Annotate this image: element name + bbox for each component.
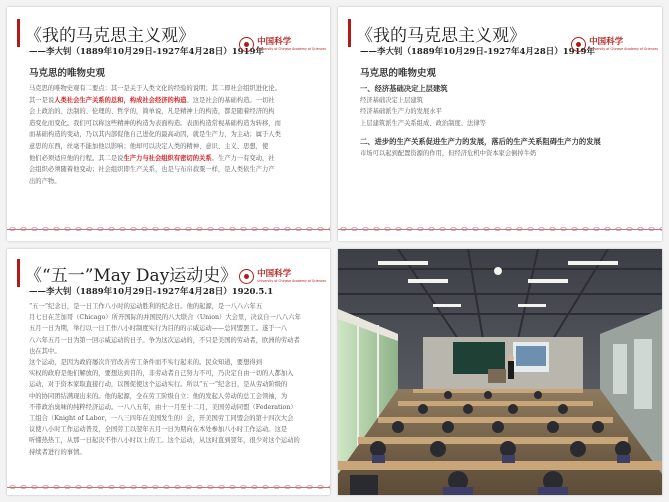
body-line: 议使八小时工作运动普及，全国劳工以翌年五月一日为期向在本处参加八小时工作运动。这是 xyxy=(29,426,288,434)
body-line: 八六年五月一日为第一回示威运动的日子。争为这次运动的，不只是美国的劳动者，欧洲的劳动者 xyxy=(29,336,300,344)
body-line: 出的产物。 xyxy=(29,177,61,185)
body-line: “五一”纪念日，是一日工作八小时的运动胜利的纪念日。他的起源，是一八八六年五 xyxy=(29,303,263,310)
body-line: 听懂热热工，从那一日起决不作八小时以上的工。这个运动，从这时直到翌年，很少对这个运动的 xyxy=(29,437,300,445)
classroom-scene xyxy=(338,249,662,495)
body-line: 意思的东西，丝毫不能加他以影响；他却可以决定人类的精神、意识、主义、思想，使 xyxy=(29,142,269,150)
slide-body xyxy=(29,301,324,458)
body-line: 上层建筑派生产关系组成、政治制度、法律等 xyxy=(360,119,486,127)
body-line: 运动，对于资本家取直接行动，以图促使这个运动实行。所以“五一”纪念日，是从劳动阶级的 xyxy=(29,381,288,389)
title-accent-bar xyxy=(17,19,20,47)
point-heading: 一、经济基础决定上层建筑 xyxy=(360,84,448,93)
lecturer xyxy=(508,361,514,379)
logo-name: 中国科学 xyxy=(589,37,624,47)
body-line: 其一是说人类社会生产关系的总和，构成社会经济的构造。这是社会的基础构造。一切社 xyxy=(29,96,275,104)
slide-my-marxism-view-2 xyxy=(338,7,662,241)
title-accent-bar xyxy=(348,19,351,47)
slide-body xyxy=(29,83,324,187)
slide-subtitle: ——李大钊（1889年10月29日-1927年4月28日）1919年 xyxy=(29,47,264,57)
section-heading: 马克思的唯物史观 xyxy=(360,68,437,79)
body-line: 中的协同团结满现出来的。他的起源，全在劳工阶级自立：他的发起人劳动的总工会领袖，为 xyxy=(29,392,288,400)
body-line: 不带政治臭味的纯粹经济运动。一八八五年，由十一月至十二月，美国劳动同盟（Federation） xyxy=(29,403,297,411)
highlight-text: 生产力与社会组织有密切的关系 xyxy=(123,154,212,162)
slide-may-day-history xyxy=(7,249,330,495)
section-heading: 马克思的唯物史观 xyxy=(29,68,106,79)
body-line: 市场可以起到配置资源的作用，但经济危机中资本家会倒掉牛奶 xyxy=(360,149,537,157)
body-line: 实权的政府是他们解放的，要想达到目的，非劳动者自己努力不可，乃决定自由一切的人都加入 xyxy=(29,370,294,378)
university-seal-icon xyxy=(571,37,586,52)
classroom-photo xyxy=(338,249,662,495)
body-line: 经济基础决定上层建筑 xyxy=(360,96,423,104)
logo-name: 中国科学 xyxy=(257,269,292,279)
body-line: 持续者进行的事情。 xyxy=(29,448,86,456)
point-heading: 二、进步的生产关系促进生产力的发展，落后的生产关系阻碍生产力的发展 xyxy=(360,137,601,147)
university-logo xyxy=(239,269,326,284)
body-line: 马克思的唯物史观有二要点：其一是关于人类文化的经验的说明；其二即社会组织进化论。 xyxy=(29,85,281,92)
decorative-chain-border xyxy=(338,225,662,233)
logo-en: University of Chinese Academy of Sciences xyxy=(257,47,326,51)
body-line: 也在其中。 xyxy=(29,347,61,355)
university-logo xyxy=(239,37,326,52)
highlight-text: 人类社会生产关系的总和，构成社会经济的构造 xyxy=(54,96,187,104)
slide-my-marxism-view-1 xyxy=(7,7,330,241)
body-line: 这个运动，是因为政府屡次许官改善劳工条件而不实行起来的。民众知道，要想得到 xyxy=(29,359,262,367)
slide-subtitle: ——李大钊（1889年10月29日-1927年4月28日）1920.5.1 xyxy=(29,287,274,297)
decorative-chain-border xyxy=(7,483,330,491)
body-line: 而基础构造的变动，乃以其内部促他自己进化的最高动因，就是生产力，为主动；属于人类 xyxy=(29,131,281,139)
slide-body xyxy=(360,83,656,160)
slide-subtitle: ——李大钊（1889年10月29日-1927年4月28日）1919年 xyxy=(360,47,595,57)
university-logo xyxy=(571,37,658,52)
university-seal-icon xyxy=(239,37,254,52)
body-line: 五月一日为期，举行以一日工作八小时制度实行为目的的示威运动——总同盟罢工。遂于一八 xyxy=(29,325,288,333)
body-line: 经济基础派生产力的发展水平 xyxy=(360,108,442,116)
body-line: 会组织必须随着他变动；社会组织即生产关系，也是与布帛菽粟一样，是人类依生产力产 xyxy=(29,166,275,174)
title-accent-bar xyxy=(17,259,20,287)
body-line: 工组合（Knight of Labor，一八三四年在美国发生的）会，开美国劳工同盟会的第十四次大会 xyxy=(29,415,294,423)
slide-on-screen xyxy=(516,346,546,366)
body-line: 造变化而变化。我们可以称这些精神的构造为表面构造。表面构造常视基础构造为转移，而 xyxy=(29,119,281,127)
slide-title: 《“五一”May Day运动史》 xyxy=(25,266,238,286)
decorative-chain-border xyxy=(7,225,330,233)
logo-en: University of Chinese Academy of Sciences xyxy=(257,279,326,283)
body-line: 会上政治的、法制的、伦理的、哲学的，简单说，凡是精神上的构造，都是随着经济的构 xyxy=(29,108,275,116)
podium xyxy=(488,369,506,383)
logo-name: 中国科学 xyxy=(257,37,292,47)
university-seal-icon xyxy=(239,269,254,284)
logo-en: University of Chinese Academy of Sciences xyxy=(589,47,658,51)
body-line: 他们必须适应他的行程。其二是说生产力与社会组织有密切的关系。生产力一有变动，社 xyxy=(29,154,275,162)
body-line: 月七日在芝加哥（Chicago）所开国际的并国民的八大联合（Union）大会里，决议自一八八六年 xyxy=(29,314,301,322)
slide-title: 《我的马克思主义观》 xyxy=(25,26,195,46)
slide-title: 《我的马克思主义观》 xyxy=(356,26,526,46)
